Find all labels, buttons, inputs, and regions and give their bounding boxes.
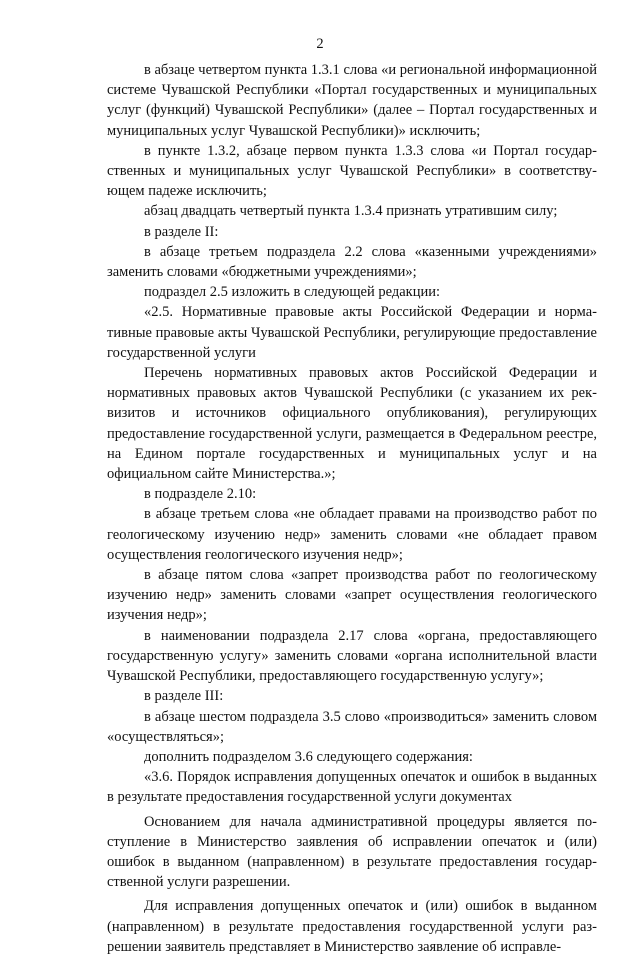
paragraph-10: в абзаце третьем слова «не обладает правами на производство работ по геологическому изучению недр» заменить словами «не обладает правом осуществления геологического изучения недр»; bbox=[107, 506, 597, 563]
paragraph-7: «2.5. Нормативные правовые акты Российской Федерации и нормативные правовые акты Чувашской Республики, регулирующие предоставление государственной услуги bbox=[107, 304, 597, 361]
paragraph-1: в абзаце четвертом пункта 1.3.1 слова «и региональной информационной системе Чувашской Республики «Портал государственных и муниципальных услуг (функций) Чувашской Республики» (далее – Портал государственных и муниципальных услуг Чувашской Республики)» исключить; bbox=[107, 62, 597, 139]
paragraph-3: абзац двадцать четвертый пункта 1.3.4 признать утратившим силу; bbox=[144, 203, 558, 220]
paragraph-18: Для исправления допущенных опечаток и (или) ошибок в выданном (направленном) в результате предоставления государственной услуги разрешении заявитель представляет в Министерство заявление об исправле- bbox=[107, 898, 597, 955]
paragraph-5: в абзаце третьем подраздела 2.2 слова «казенными учреждениями» заменить словами «бюджетными учреждениями»; bbox=[107, 243, 597, 281]
paragraph-13: в разделе III: bbox=[144, 688, 224, 705]
page-number: 2 bbox=[316, 36, 324, 52]
paragraph-2: в пункте 1.3.2, абзаце первом пункта 1.3.3 слова «и Портал государственных и муниципальных услуг Чувашской Республики» в соответствующем падеже исключить; bbox=[107, 142, 597, 200]
paragraph-8: Перечень нормативных правовых актов Российской Федерации и нормативных правовых актов Чувашской Республики (с указанием их реквизитов и источников официального опубликования), регулирующих предоставление государственной услуги, размещается в Федеральном реестре, на Едином портале государственных и муниципальных услуг и на официальном сайте Министерства.»; bbox=[107, 365, 597, 483]
paragraph-16: «3.6. Порядок исправления допущенных опечаток и ошибок в выданных в результате предоставления государственной услуги документах bbox=[107, 769, 597, 806]
paragraph-17: Основанием для начала административной процедуры является поступление в Министерство заявления об исправлении опечаток и (или) ошибок в выданном (направленном) в результате предоставления государственной услуги разрешении. bbox=[107, 813, 597, 891]
paragraph-12: в наименовании подраздела 2.17 слова «органа, предоставляющего государственную услугу» заменить словами «органа исполнительной власти Чувашской Республики, предоставляющего государственную услугу»; bbox=[107, 627, 597, 685]
paragraph-6: подраздел 2.5 изложить в следующей редакции: bbox=[144, 284, 441, 301]
paragraph-9: в подразделе 2.10: bbox=[144, 486, 257, 503]
paragraph-4: в разделе II: bbox=[144, 223, 219, 240]
paragraph-15: дополнить подразделом 3.6 следующего содержания: bbox=[144, 748, 473, 765]
document-body bbox=[107, 60, 597, 957]
paragraph-11: в абзаце пятом слова «запрет производства работ по геологическому изучению недр» заменить словами «запрет осуществления геологического изучения недр»; bbox=[107, 567, 597, 624]
paragraph-14: в абзаце шестом подраздела 3.5 слово «производиться» заменить словом «осуществляться»; bbox=[107, 708, 597, 745]
